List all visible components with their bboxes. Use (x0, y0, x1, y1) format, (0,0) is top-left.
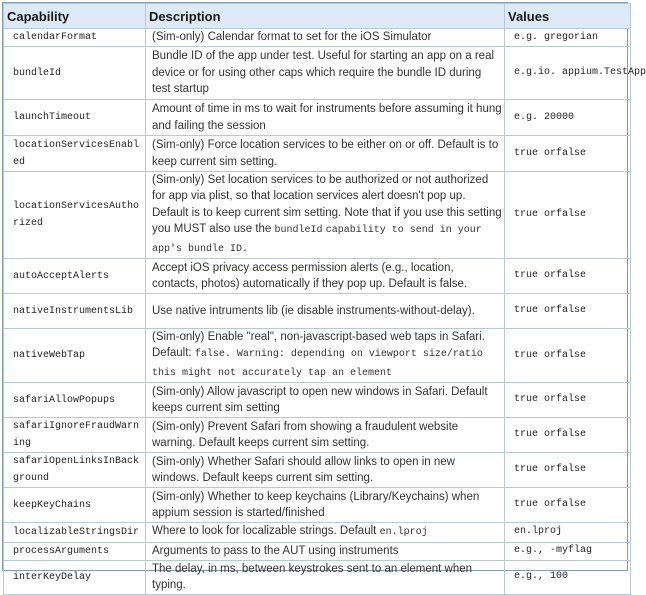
table-row (4, 136, 631, 172)
capability-values: e.g. 20000 (505, 100, 631, 136)
capabilities-table (3, 3, 646, 595)
capability-values: true orfalse (505, 383, 631, 418)
capability-name: bundleId (4, 47, 146, 100)
capability-name: keepKeyChains (4, 488, 146, 523)
capability-name: autoAcceptAlerts (4, 259, 146, 294)
capability-name: safariOpenLinksInBackground (4, 453, 146, 488)
capability-values: true orfalse (505, 453, 631, 488)
table-row (4, 29, 631, 47)
table-row (4, 523, 631, 542)
capability-description: Arguments to pass to the AUT using instruments (146, 542, 505, 560)
capability-description: Use native intruments lib (ie disable instruments-without-delay). (146, 294, 505, 329)
capability-name: safariAllowPopups (4, 383, 146, 418)
capability-values: true orfalse (505, 418, 631, 453)
capability-description: The delay, in ms, between keystrokes sent to an element when typing. (146, 560, 505, 594)
table-row (4, 453, 631, 488)
capability-description: Accept iOS privacy access permission alerts (e.g., location, contacts, photos) automatically if they pop up. Default is false. (146, 259, 505, 294)
capability-description: (Sim-only) Whether to keep keychains (Library/Keychains) when appium session is started/finished (146, 488, 505, 523)
table-row (4, 418, 631, 453)
capability-description: (Sim-only) Force location services to be either on or off. Default is to keep current sim setting. (146, 136, 505, 172)
capability-values: true orfalse (505, 294, 631, 329)
header-capability: Capability (4, 4, 146, 29)
table-row (4, 172, 631, 259)
capability-values: e.g.io. appium.TestApp (505, 47, 631, 100)
table-row (4, 560, 631, 594)
table-row (4, 100, 631, 136)
table-row (4, 294, 631, 329)
capability-values: en.lproj (505, 523, 631, 542)
capability-values: true orfalse (505, 488, 631, 523)
inline-code: false. Warning: depending on viewport size/ratio this might not accurately tap an element (152, 349, 483, 379)
table-row (4, 259, 631, 294)
capability-name: locationServicesEnabled (4, 136, 146, 172)
table-row (4, 542, 631, 560)
capability-values: true orfalse (505, 136, 631, 172)
table-row (4, 383, 631, 418)
capability-description: (Sim-only) Whether Safari should allow links to open in new windows. Default keeps current sim setting. (146, 453, 505, 488)
capability-name: localizableStringsDir (4, 523, 146, 542)
capability-values: e.g., -myflag (505, 542, 631, 560)
table-row (4, 488, 631, 523)
capability-values: e.g., 100 (505, 560, 631, 594)
capability-values: true orfalse (505, 172, 631, 259)
capability-values: true orfalse (505, 259, 631, 294)
capability-description: (Sim-only) Calendar format to set for the iOS Simulator (146, 29, 505, 47)
capability-description (146, 172, 505, 259)
capability-description: (Sim-only) Prevent Safari from showing a fraudulent website warning. Default keeps current sim setting. (146, 418, 505, 453)
capability-name: processArguments (4, 542, 146, 560)
capability-name: calendarFormat (4, 29, 146, 47)
capability-description (146, 523, 505, 542)
capability-description: (Sim-only) Allow javascript to open new windows in Safari. Default keeps current sim setting (146, 383, 505, 418)
capability-description: Amount of time in ms to wait for instruments before assuming it hung and failing the session (146, 100, 505, 136)
capability-name: nativeWebTap (4, 329, 146, 383)
capability-name: launchTimeout (4, 100, 146, 136)
inline-code-continuation: capability to send in your app's bundle ID. (152, 225, 482, 255)
capability-values: true orfalse (505, 329, 631, 383)
capability-description: Bundle ID of the app under test. Useful for starting an app on a real device or for using other caps which require the bundle ID during test startup (146, 47, 505, 100)
table-row (4, 47, 631, 100)
capability-name: locationServicesAuthorized (4, 172, 146, 259)
inline-code: en.lproj (379, 527, 428, 539)
capabilities-table-frame (2, 2, 646, 592)
header-values: Values (505, 4, 631, 29)
table-header-row (4, 4, 631, 29)
capability-name: nativeInstrumentsLib (4, 294, 146, 329)
capability-name: interKeyDelay (4, 560, 146, 594)
description-text: (Sim-only) Set location services to be authorized or not authorized for app via plist, so that location services alert doesn't pop up. Default is to keep current sim setting. Note that if you use this setting you MUST also use the (152, 174, 502, 236)
inline-code: bundleId (274, 225, 323, 237)
capability-name: safariIgnoreFraudWarning (4, 418, 146, 453)
description-text: Where to look for localizable strings. Default (152, 525, 377, 538)
capability-values: e.g. gregorian (505, 29, 631, 47)
header-description: Description (146, 4, 505, 29)
table-row (4, 329, 631, 383)
description-text: (Sim-only) Enable "real", non-javascript-based web taps in Safari. Default: (152, 331, 485, 360)
capability-description (146, 329, 505, 383)
